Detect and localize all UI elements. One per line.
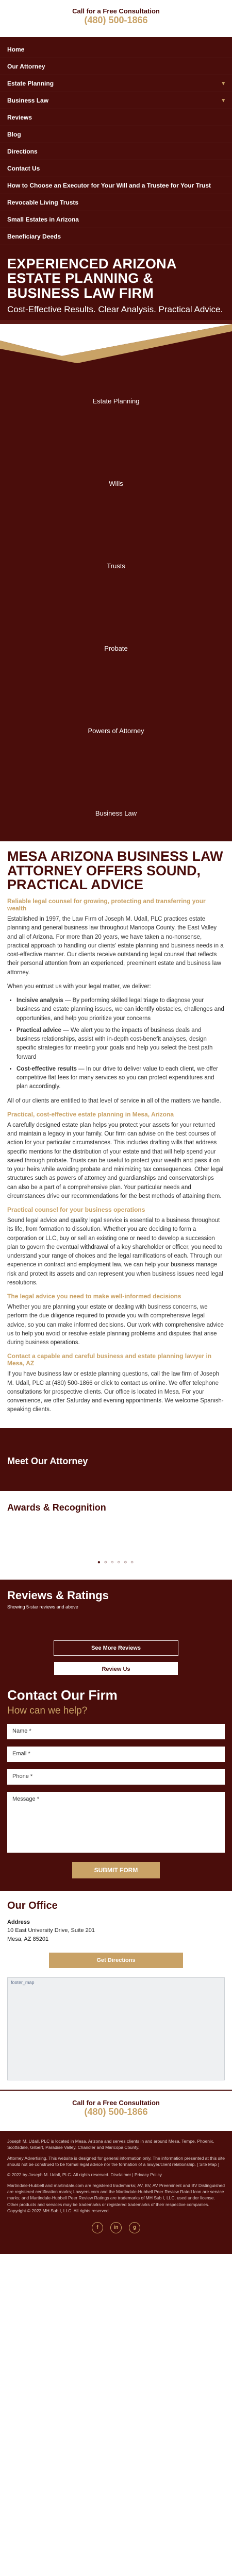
nav-label: Our Attorney <box>7 63 45 70</box>
footer-trademarks: Martindale-Hubbell and martindale.com are registered trademarks; AV, BV, AV Preeminent and BV Distinguished are registered certification marks; Lawyers.com and the Martindale-Hubbell Peer Review Rated Icon are service marks; and Martindale-Hubbell Peer Review Ratings are trademarks of MH Sub I, LLC, used under license. Other products and services may be trademarks or registered trademarks of their respective companies. Copyright © 2022 MH Sub I, LLC. All rights reserved. <box>7 2182 225 2213</box>
main-navigation <box>0 38 232 250</box>
section-kicker: Practical, cost-effective estate planning in Mesa, Arizona <box>7 1110 174 1118</box>
footer-phone-link[interactable]: (480) 500-1866 <box>84 2107 148 2117</box>
call-label: Call for a Free Consultation <box>72 7 160 15</box>
meet-attorney-title[interactable]: Meet Our Attorney <box>7 1455 88 1466</box>
facebook-icon[interactable]: f <box>92 2222 103 2233</box>
reviews-section <box>0 1580 232 1675</box>
nav-label: Reviews <box>7 114 32 121</box>
nav-label: Small Estates in Arizona <box>7 216 79 223</box>
section-kicker: Reliable legal counsel for growing, protecting and transferring your wealth <box>7 897 206 912</box>
nav-item-contact-us[interactable] <box>0 160 232 177</box>
decisions-paragraph: Whether you are planning your estate or dealing with business concerns, we perform the due diligence required to provide you with comprehensive legal advice, so you can make informed decisions. Our work with comprehensive advice us to help you avoid or resolve estate planning problems and disputes that arise during business operations. <box>7 1304 224 1346</box>
list-item-text: — By performing skilled legal triage to diagnose your business and estate planning issues, we can identify obstacles, challenges and opportunities, and help you prioritize your concerns <box>16 997 224 1022</box>
main-content <box>0 841 232 1428</box>
nav-item-blog[interactable] <box>0 126 232 143</box>
list-item <box>16 1026 225 1062</box>
list-item <box>16 996 225 1023</box>
linkedin-icon[interactable]: in <box>110 2222 122 2233</box>
nav-item-reviews[interactable] <box>0 109 232 126</box>
nav-item-our-attorney[interactable] <box>0 58 232 75</box>
contact-paragraph: If you have business law or estate planning questions, call the law firm of Joseph M. Udall, PLC at (480) 500-1866 or click to contact us online. We offer telephone consultations for prospective clients. Our office is located in Mesa. For your convenience, we offer Saturday and evening appointments. We welcome Spanish-speaking clients. <box>7 1371 224 1413</box>
map-alt-text: footer_map <box>11 1980 35 1986</box>
chevron-down-icon[interactable]: ▾ <box>222 97 225 104</box>
footer-location: Joseph M. Udall, PLC is located in Mesa, Arizona and serves clients in and around Mesa, Tempe, Phoenix, Scottsdale, Gilbert, Paradise Valley, Chandler and Maricopa County. <box>7 2139 214 2150</box>
section-kicker: Contact a capable and careful business and estate planning lawyer in Mesa, AZ <box>7 1352 212 1367</box>
address-label: Address <box>7 1919 30 1925</box>
office-title: Our Office <box>7 1900 58 1911</box>
get-directions-button[interactable]: Get Directions <box>49 1953 183 1968</box>
list-item-text: — In our drive to deliver value to each client, we offer competitive flat fees for many services so you can protect expenditures and plan accordingly. <box>16 1065 218 1090</box>
footer-disclaimer: Attorney Advertising. This website is designed for general information only. The information presented at this site should not be construed to be formal legal advice nor the formation of a lawyer/client relationship. [ Site Map ] <box>7 2155 225 2167</box>
list-item-text: — We alert you to the impacts of business deals and business relationships, assist with in-depth cost-benefit analyses, design specific strategies for meeting your goals and help you select the best path forward <box>16 1027 213 1060</box>
main-heading: MESA ARIZONA BUSINESS LAW ATTORNEY OFFERS SOUND, PRACTICAL ADVICE <box>7 849 223 893</box>
nav-label: Revocable Living Trusts <box>7 199 79 206</box>
social-links <box>7 2222 225 2233</box>
email-field[interactable] <box>7 1747 225 1762</box>
message-field[interactable] <box>7 1792 225 1853</box>
section-kicker: The legal advice you need to make well-informed decisions <box>7 1293 181 1300</box>
hero-subtitle: Cost-Effective Results. Clear Analysis. Practical Advice. <box>7 304 223 315</box>
business-paragraph: Sound legal advice and quality legal service is essential to a business throughout its life, from formation to dissolution. Whether you are deciding to form a corporation or LLC, buy or sell an existing one or need to develop a succession plan to govern the eventual withdrawal of a key shareholder or officer, you need to understand your range of choices and the legal ramifications of each. Through our experience in contract and employment law, we can help your business manage risk and protect its assets and can represent you when business issues need legal resolutions. <box>7 1217 223 1286</box>
nav-label: Estate Planning <box>7 80 54 87</box>
meet-attorney-band <box>0 1428 232 1491</box>
nav-label: How to Choose an Executor for Your Will and a Trustee for Your Trust <box>7 182 211 189</box>
practice-area-business-law[interactable]: Business Law <box>95 809 137 818</box>
header-call-bar <box>0 0 232 38</box>
chevron-down-icon[interactable]: ▾ <box>222 80 225 87</box>
see-more-reviews-button[interactable]: See More Reviews <box>54 1640 178 1656</box>
service-paragraph: All of our clients are entitled to that level of service in all of the matters we handle. <box>7 1097 221 1104</box>
address-line-2: Mesa, AZ 85201 <box>7 1936 49 1942</box>
footer-call-bar <box>0 2090 232 2131</box>
awards-carousel-dots[interactable]: ● ○ ○ ○ ○ ○ <box>97 1559 135 1565</box>
hero-divider-graphic <box>0 320 232 366</box>
contact-form-section <box>0 1675 232 1891</box>
practice-area-probate[interactable]: Probate <box>104 645 128 653</box>
list-item <box>16 1065 225 1092</box>
nav-label: Business Law <box>7 97 49 104</box>
nav-label: Directions <box>7 148 38 155</box>
nav-item-directions[interactable] <box>0 143 232 160</box>
contact-help: How can we help? <box>7 1705 88 1716</box>
list-item-lead: Cost-effective results <box>16 1065 77 1072</box>
nav-item-choose-executor[interactable] <box>0 177 232 194</box>
intro-paragraph: Established in 1997, the Law Firm of Joseph M. Udall, PLC practices estate planning and general business law throughout Maricopa County, the East Valley and all of Arizona. For more than 20 years, we have taken a no-nonsense, practical approach to handling our clients' estate planning and business needs in a cost-effective manner. Our clients receive outstanding legal counsel that reflects their personal attention from an experienced, preeminent estate and business law attorney. <box>7 916 224 976</box>
header-phone-link[interactable]: (480) 500-1866 <box>84 15 148 25</box>
practice-area-trusts[interactable]: Trusts <box>107 562 125 570</box>
awards-section <box>0 1491 232 1580</box>
deliver-paragraph: When you entrust us with your legal matter, we deliver: <box>7 983 151 990</box>
nav-label: Blog <box>7 131 21 138</box>
nav-label: Contact Us <box>7 165 40 172</box>
nav-item-business-law[interactable] <box>0 92 232 109</box>
awards-title: Awards & Recognition <box>7 1502 106 1513</box>
footer-call-label: Call for a Free Consultation <box>72 2099 160 2107</box>
footer-map[interactable] <box>7 1977 225 2080</box>
reviews-subtitle: Showing 5-star reviews and above <box>7 1604 78 1609</box>
office-address <box>7 1918 225 1944</box>
email-label: Email * <box>12 1750 30 1757</box>
submit-form-button[interactable]: SUBMIT FORM <box>72 1862 160 1878</box>
name-field[interactable] <box>7 1724 225 1739</box>
nav-item-estate-planning[interactable] <box>0 75 232 92</box>
reviews-title: Reviews & Ratings <box>7 1588 109 1602</box>
nav-item-living-trusts[interactable] <box>0 194 232 211</box>
hero-title: EXPERIENCED ARIZONA ESTATE PLANNING & BUSINESS LAW FIRM <box>7 256 176 301</box>
nav-label: Home <box>7 46 25 53</box>
list-item-lead: Practical advice <box>16 1027 61 1033</box>
practice-area-estate-planning[interactable]: Estate Planning <box>92 397 140 405</box>
section-kicker: Practical counsel for your business operations <box>7 1206 145 1214</box>
contact-title: Contact Our Firm <box>7 1687 118 1703</box>
review-us-button[interactable]: Review Us <box>54 1662 178 1676</box>
footer-copyright: © 2022 by Joseph M. Udall, PLC. All rights reserved. Disclaimer | Privacy Policy <box>7 2172 162 2178</box>
address-line-1: 10 East University Drive, Suite 201 <box>7 1927 95 1934</box>
message-label: Message * <box>12 1795 39 1802</box>
phone-field[interactable] <box>7 1769 225 1785</box>
office-section <box>0 1891 232 1978</box>
phone-label: Phone * <box>12 1773 33 1780</box>
name-label: Name * <box>12 1727 31 1734</box>
nav-item-small-estates[interactable] <box>0 211 232 228</box>
google-icon[interactable]: g <box>129 2222 140 2233</box>
hero-section <box>0 250 232 320</box>
list-item-lead: Incisive analysis <box>16 997 63 1004</box>
nav-item-home[interactable] <box>0 41 232 58</box>
nav-item-beneficiary-deeds[interactable] <box>0 228 232 245</box>
benefits-list <box>7 996 225 1092</box>
practice-areas-section <box>0 320 232 841</box>
nav-label: Beneficiary Deeds <box>7 233 61 240</box>
practice-area-wills[interactable]: Wills <box>109 480 123 488</box>
estate-paragraph: A carefully designed estate plan helps you protect your assets for your returned and maintain a legacy in your family. Our firm can advise on the best courses of action for your particular circumstances. This includes drafting wills that address specific mentions for the distribution of your estate and that will help spend your saved through probate. Trusts can be useful to protect your wealth and pass it on to your heirs while avoiding probate and minimizing tax consequences. Other legal structures such as powers of attorney and guardianships and conservatorships can also be a part of a comprehensive plan. Your particular needs and circumstances drive our recommendations for the best methods of attaining them. <box>7 1122 224 1199</box>
practice-area-powers-of-attorney[interactable]: Powers of Attorney <box>88 727 144 735</box>
site-footer <box>0 2131 232 2254</box>
